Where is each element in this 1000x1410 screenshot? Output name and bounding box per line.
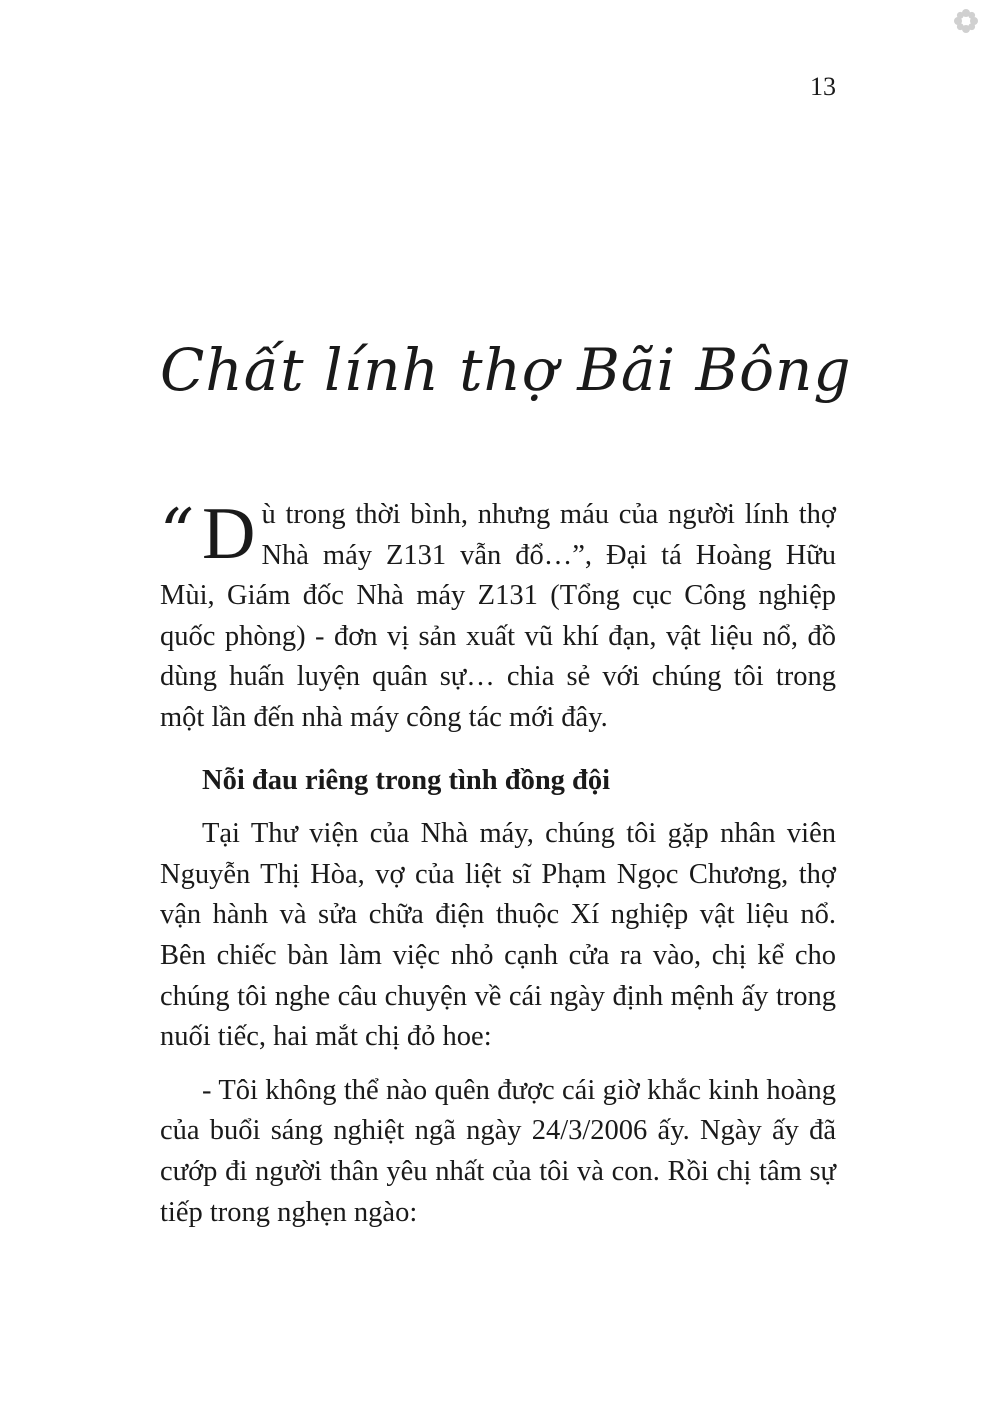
flower-ornament-icon <box>953 8 979 34</box>
lead-text: ù trong thời bình, nhưng máu của người lính thợ Nhà máy Z131 vẫn đổ…”, Đại tá Hoàng Hữu Mùi, Giám đốc Nhà máy Z131 (Tổng cục Công nghiệp quốc phòng) - đơn vị sản xuất vũ khí đạn, vật liệu nổ, đồ dùng huấn luyện quân sự… chia sẻ với chúng tôi trong một lần đến nhà máy công tác mới đây. <box>160 499 836 733</box>
body-paragraph: Tại Thư viện của Nhà máy, chúng tôi gặp nhân viên Nguyễn Thị Hòa, vợ của liệt sĩ Phạm Ngọc Chương, thợ vận hành và sửa chữa điện thuộc Xí nghiệp vật liệu nổ. Bên chiếc bàn làm việc nhỏ cạnh cửa ra vào, chị kể cho chúng tôi nghe câu chuyện về cái ngày định mệnh ấy trong nuối tiếc, hai mắt chị đỏ hoe: <box>160 818 836 1053</box>
section-heading: Nỗi đau riêng trong tình đồng đội <box>202 764 611 796</box>
body-paragraph: - Tôi không thể nào quên được cái giờ khắc kinh hoàng của buổi sáng nghiệt ngã ngày 24/3/2006 ấy. Ngày ấy đã cướp đi người thân yêu nhất của tôi và con. Rồi chị tâm sự tiếp trong nghẹn ngào: <box>160 1074 836 1228</box>
drop-cap: D <box>202 493 256 575</box>
page-number: 13 <box>810 72 836 101</box>
chapter-title: Chất lính thợ Bãi Bông <box>160 336 852 404</box>
article-body <box>160 495 836 1233</box>
lead-paragraph <box>160 495 836 739</box>
opening-quote-mark: “ <box>160 495 194 572</box>
